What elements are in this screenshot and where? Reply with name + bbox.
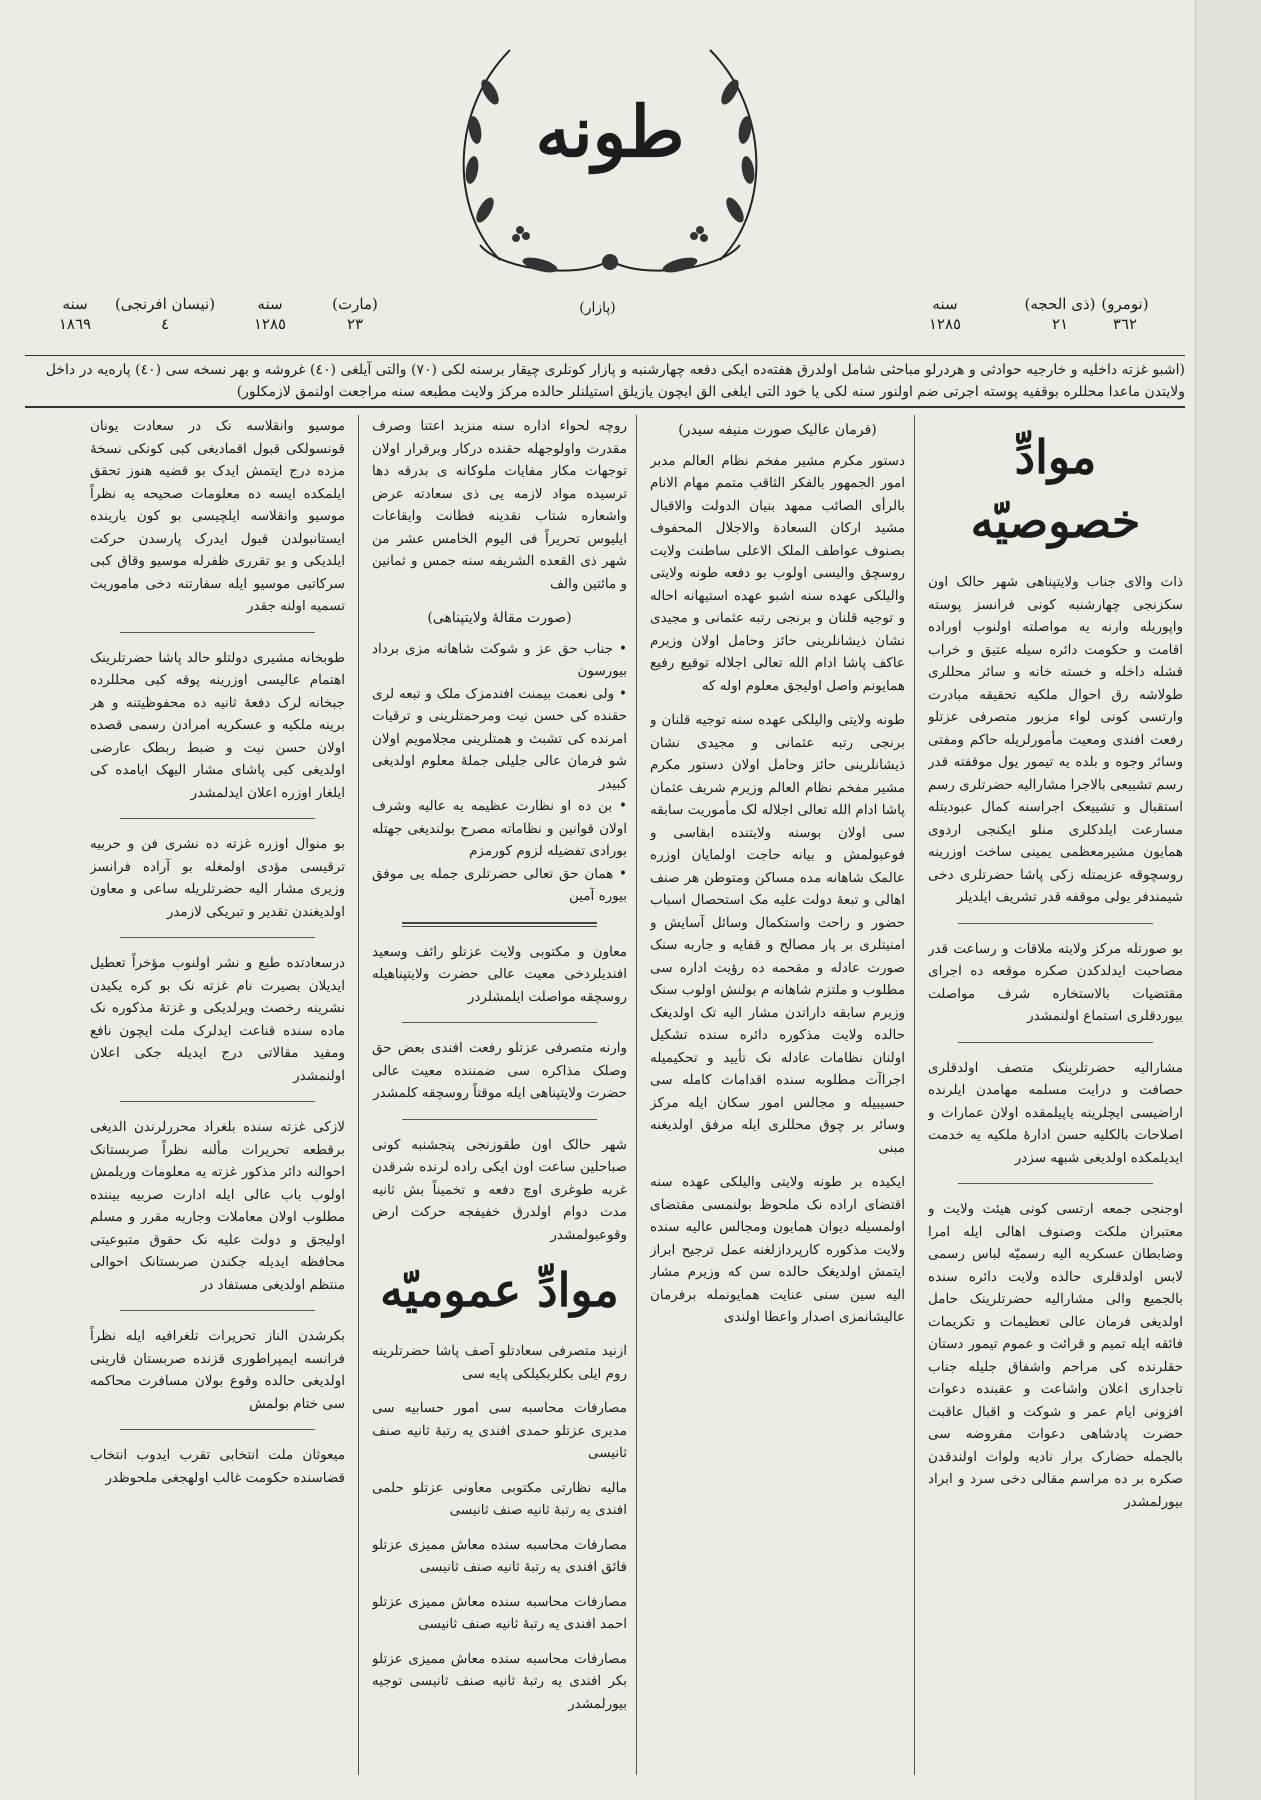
masthead-wreath xyxy=(440,30,780,290)
article-paragraph: بو منوال اوزره غزته ده نشری فن و حربیه ترقیسی مؤدی اولمغله بو آراده فرانسز وزیری مشار الیه حضرتلریله ساعی و معاون اولدیغندن تقدیر و تبریکی لازمدر xyxy=(90,836,345,920)
article-paragraph: بکرشدن الناز تحریرات تلغرافیه ایله نظراً فرانسه ایمپراطوری قزنده صربستان قارینی اولدیغی حالده وقوع بولان مسافرت محاکمه سی ختام بولمش xyxy=(90,1328,345,1412)
column-imperial-decree xyxy=(650,415,905,1775)
dateline-rumi-year: سنه ١٢٨٥ xyxy=(253,295,287,333)
article-paragraph: موسیو وانقلاسه نک در سعادت یونان قونسولکی قبول اقمادیغی کبی کونکی نسخهٔ مزده درج ایتمش ایدک بو قضیه هنوز تحقق ایلمکده ایسه ده معلومات صحیحه یه نظراً موسیو وانقلاسه ایلچیسی بو کون یارینده ایستانبولدن قبول ایدرک پارسدن حرکت ایلدیکی و بو تقرری ظفرله موسیو وقاق کبی سرکاتبی موسیو ایله سفارتنه دخی ماموریت تسمیه اولنه جقدر xyxy=(90,418,345,614)
adjacent-page-edge xyxy=(1195,0,1261,1800)
article-divider xyxy=(120,1310,315,1311)
article-paragraph: معاون و مکتوبی ولایت عزتلو رائف وسعید افندیلردخی معیت عالی حضرت ولایتپناهیله روسچقه مواصلت ایلمشلردر xyxy=(372,943,627,1005)
appointment-item: مالیه نظارتی مکتوبی معاونی عزتلو حلمی افندی یه رتبهٔ ثانیه صنف ثانیسی xyxy=(372,1479,627,1518)
weekday-label: (پازار) xyxy=(579,300,616,316)
column-special-matters xyxy=(928,415,1183,1775)
article-paragraph: ذات والای جناب ولایتپناهی شهر حالک اون سکزنجی چهارشنبه کونی فرانسز پوسته واپوریله وارنه یه مواصلته اولنوب اوراده اقامت و حکومت دائره سیله عتیق و خراب قشله داخله و خسته خانه و سائر محللری طولاشه رق احوال ملکیه تحقیقه مبادرت وارتسی کونی لواء مزبور متصرفی عزتلو رفعت افندی ومعیت مأمورلریله حاکم ومفتی وسائر وجوه و بلده یه تیمور یول موقفته قدر رسم تشییعی بالاجرا مشارالیه حضرتلری رسم استقبال و تشییعک اجراسنه کمال عبودیتله مسارعت ایلدکلری منلو ایکنجی اردوی همایون مشیرمعظمی یمینی ساخت اوزرینه روسچوقه عزیمتله زکی پاشا حضرتلری دخی شیمندفر یولی موقفه قدر تشریف ایلدیلر xyxy=(928,574,1183,905)
subscription-notice: (اشبو غزته داخلیه و خارجیه حوادثی و هردرلو مباحثی شامل اولدرق هفته‌ده ایکی دفعه چهارشنبه و پازار کونلری چیقار برسنه لکی (٧٠) والتی آیلغی (٤٠) غروشه و بهر نسخه سی (٤٠) پاره‌یه در داخل ولایتدن ماعدا محللره بوقفیه پوسته اجرتی ضم اولنور سنه لکی یا خود التی ایلغی الق ایچون یازیلق استیلنلر حالده مرکز ولایت مطبعه سنه مراجعت اولنمق لازمکلور) xyxy=(25,355,1185,408)
article-paragraph: وارنه متصرفی عزتلو رفعت افندی بعض حق وصلک مذاکره سی ضمننده معیت عالی حضرت ولایتپناهی ایله موقتاً روسچقه کلمشدر xyxy=(372,1040,627,1101)
article-paragraph: مشارالیه حضرتلرینک متصف اولدقلری حصافت و درایت مسلمه مهامدن ایلرنده اراضیسی ایچلرینه یاپیلمقده اولان عمارات و اصلاحات بالکلیه حسن ادارهٔ ملکیه یه خدمت ایدیلمکده اولدیغی شبهه سزدر xyxy=(928,1059,1183,1166)
column-governor-speech xyxy=(372,415,627,1775)
article-paragraph: اوجنجی جمعه ارتسی کونی هیئت ولایت و معتبران ملکت وصنوف اهالی ایله امرا وضابطان عسکریه الیه رسمیّه لباس رسمی لابس اولدقلری حالده ولایت دائره سنده بالجمیع والی مشارالیه حضرتلرینک حامل اولدیغی فرمان عالی تعظیمات و تکریمات فائقه ایله تمیم و قرائت و عموم تیمور دستان حقلرنده کی مراحم واشفاق جلیله جناب تاجداری اعلان واشاعت و عقبنده دعوات افزونی ایام عمر و شوکت و اقبال عاقبت حضرت پادشاهی دعوات مفروضه سی بالجمله حضارک برار ناديه ولوات اولندقدن صکره بر ده مراسم مقالی دخی سرد و ابراد بیورلمشدر xyxy=(928,1201,1183,1510)
appointment-item: مصارفات محاسبه سنده معاش ممیزی عزتلو احمد افندی یه رتبهٔ ثانیه صنف ثانیسی xyxy=(372,1593,627,1632)
dateline-hijri-year: سنه ١٢٨٥ xyxy=(928,295,962,333)
article-paragraph: دستور مکرم مشیر مفخم نظام العالم مدبر امور الجمهور بالفکر الثاقب متمم مهام الانام بالرأی الصائب ممهد بنیان الدولت والاقبال مشید ارکان السعادة والاجلال المحفوف بصنوف عواطف الملک الاعلی ساطنت ولایت روسچق والیسی اولوب بو دفعه طونه ولایتی والیلکی عهده سنه اشبو عهده استیهانه احاله و توجیه قلنان و برنجی رتبه عثمانی و مجیدی نشان ذیشانلرینی حائز وحامل اولان وزیرم عاکف پاشا ادام الله تعالی اجلاله توقیع رفیع همایونم واصل اولیجق معلوم اوله که xyxy=(650,452,905,694)
dateline-rumi-month: (مارت) ٢٣ xyxy=(332,295,378,333)
article-paragraph: روچه لحواء اداره سنه منزید اعتنا وصرف مقدرت واولوجهله حقنده درکار وبرقرار اولان توجهات مکار مفایات ملوکانه ی بدرقه دها ترسیده مواد لازمه یی ذی سعادته عرض واشعاره شتاب نقدینه فطانت وایقاعات ایلیوس تحریراً فی الیوم الخامس عشر من شهر ذی القعده الشریفه سنه جمس و ثمانین و مائتین والف xyxy=(372,418,627,592)
speech-line: • بن ده او نظارت عظیمه یه عالیه وشرف اولان قوانین و نظاماته مصرح بولندیغی جهتله بورادی تفضیله لزوم کورمزم xyxy=(372,795,627,863)
article-paragraph: میعوثان ملت انتخابی تقرب ایدوب انتخاب قضاسنده حکومت غالب اولهجغی ملحوظدر xyxy=(90,1447,345,1486)
column-rule xyxy=(358,415,359,1775)
article-paragraph: طونه ولایتی والیلکی عهده سنه توجیه قلنان و برنجی رتبه عثمانی و مجیدی نشان ذیشانلرینی حائز وحامل اولان دستور مکرم مشیر مفخم نظام العالم وزیرم شریف عثمان پاشا ادام الله تعالی اجلاله لک مأموریت سابقه سی اولان بوسنه ولایتنده ابقاسی و فوعبولمش و بیانه حاجت اولمایان اوزره عالمک شاهانه مده مساکن ومتوطن هر صنف اهالی و تبعهٔ دولت علیه مک استحصال اسباب حضور و راحت واستکمال وسائل آسایش و امنیتلری بر پار مصالح و قفایه و جاربه سنک صورت عادله و مقحمه ده رؤیت اداره سی مطلوب و ملتزم شاهانه م بولنش اولوب سنک وزیرم سابقه داراتدن مشار الیه تک اولدیغک حالده ولایت مذکوره دائره سنده تشکیل اولنان نظامات عادله نک تأیید و تحکیمیله اجراآت مطلوبه سنده اقدامات کامله سی حسیبیله و مجالس امور سکان ایله مرکز وسائر بر چوق محللری ایله مرفق اولدیغنه مبنی xyxy=(650,712,905,1156)
speech-line: • جناب حق عز و شوکت شاهانه مزی برداد بیورسون xyxy=(372,638,627,683)
article-divider xyxy=(402,922,597,927)
article-divider xyxy=(402,1022,597,1023)
article-divider xyxy=(120,937,315,938)
speech-heading: (صورت مقالهٔ ولایتپناهی) xyxy=(427,610,572,626)
article-paragraph: شهر حالک اون طقوزنجی پنجشنبه کونی صباحلین ساعت اون ایکی راده لرنده شرقدن غربه طوغری اوچ دفعه و تخمیناً بش ثانیه مدت دوام اولدرق خفیفجه حرکت ارض وقوعبولمشدر xyxy=(372,1136,627,1243)
article-divider xyxy=(958,923,1153,924)
dateline-european-month: (نیسان افرنجی) ٤ xyxy=(114,295,216,333)
dateline-european-year: سنه ١٨٦٩ xyxy=(58,295,92,333)
appointment-item: مصارفات محاسبه سنده معاش ممیزی عزتلو فائق افندی یه رتبهٔ ثانیه صنف ثانیسی xyxy=(372,1536,627,1575)
article-divider xyxy=(958,1183,1153,1184)
decree-heading: (فرمان عالیک صورت منیفه سیدر) xyxy=(678,422,877,438)
dateline-hijri-month: (ذی الحجه) ٢١ xyxy=(1024,295,1096,333)
column-rule xyxy=(636,415,637,1775)
article-divider xyxy=(402,1119,597,1120)
article-paragraph: بو صورتله مرکز ولایته ملاقات و رساعت قدر مصاحبت ایدلدکدن صکره موقعه ده اجرای مقتضیات بالاستخاره شرف مواصلت بیوردقلری استماع اولنمشدر xyxy=(928,940,1183,1024)
article-paragraph: لازکی غزته سنده بلغراد محررلرندن الدیغی برقطعه تحریرات مألنه نظراً صربستانک احوالنه دائر مذکور غزته یه معلومات وریلمش اولوب باب عالی ایله ادارت صربیه بیننده مطلوب اولان معاملات وجاریه مقرر و مسلم اولیجق و دولت علیه نک حقوق متبوعیتی محافظه ایدیله جکندن صربستانک احوالی منتظم اولدیغی مستفاد در xyxy=(90,1119,345,1293)
article-divider xyxy=(120,818,315,819)
column-rule xyxy=(914,415,915,1775)
newspaper-title: طونه xyxy=(535,90,685,173)
article-divider xyxy=(120,1429,315,1430)
column-foreign-news xyxy=(90,415,345,1775)
section-heading-general: موادِّ عمومیّه xyxy=(380,1263,619,1317)
article-paragraph: طوبخانه مشیری دولتلو حالد پاشا حضرتلرینک اهتمام عالیسی اوزرینه پوقه کبی محللرده جبخانه لرک دفعهٔ ثانیه ده محفوظیتنه و هر برینه ملکیه و عسکریه امرادن رسمی قصده اولان حسن نیت و ضبط ربطک عارضی اولدیغی کبی پاشای مشار الیهک ایامده کی ایلغار اوزره اعلان ایدلمشدر xyxy=(90,649,345,801)
article-paragraph: ایکیده بر طونه ولایتی والیلکی عهده سنه اقتضای اراده نک ملحوظ بولنمسی مقتضای اولمسیله دیوان همایون ومجالس عالیه سنده ولایت مذکوره کارپردازلغنه عمل ترجیح ابراز ایتمش اولدیغک حالده سن که وزیرم مشار الیه سین سنی عنایت همایونمله برفرمان عالیشانمزی اصدار واعطا اولندی xyxy=(650,1174,905,1325)
section-heading-special: موادِّ خصوصیّه xyxy=(970,430,1141,548)
dateline-issue-number: (نومرو) ٣٦٢ xyxy=(1101,295,1149,333)
appointment-item: ازنید متصرفی سعادتلو آصف پاشا حضرتلرینه روم ایلی بکلربکیلکی پایه سی xyxy=(372,1343,627,1382)
speech-line: • همان حق تعالی حضرتلری جمله یی موفق بیوره آمین xyxy=(372,863,627,908)
article-paragraph: درسعادتده طبع و نشر اولنوب مؤخراً تعطیل ایدیلان بصیرت نام غزته نک بو کره یکیدن نشرینه رخصت ویرلدیکی و غزتهٔ مذکوره نک ماده سنده قناعت ایدلرک ملت ایچون نافع ومفید مقالاتی درج ایدیله جکی اعلان اولنمشدر xyxy=(90,955,345,1084)
speech-line: • ولی نعمت بیمنت افندمزک ملک و تبعه لری حقنده کی حسن نیت ومرحمتلرینی و ترقیات امرنده کی تشبث و همتلرینی مجلامویم اولان شو فرمان عالی جلیلی جملهٔ معلوم اولدیغی کبیدر xyxy=(372,683,627,796)
appointment-item: مصارفات محاسبه سی امور حسابیه سی مدیری عزتلو حمدی افندی یه رتبهٔ ثانیه صنف ثانیسی xyxy=(372,1400,627,1461)
article-divider xyxy=(958,1042,1153,1043)
article-divider xyxy=(120,632,315,633)
appointment-item: مصارفات محاسبه سنده معاش ممیزی عزتلو بکر افندی یه رتبهٔ ثانیه صنف ثانیسی توجیه بیورلمشدر xyxy=(372,1650,627,1712)
article-divider xyxy=(120,1101,315,1102)
